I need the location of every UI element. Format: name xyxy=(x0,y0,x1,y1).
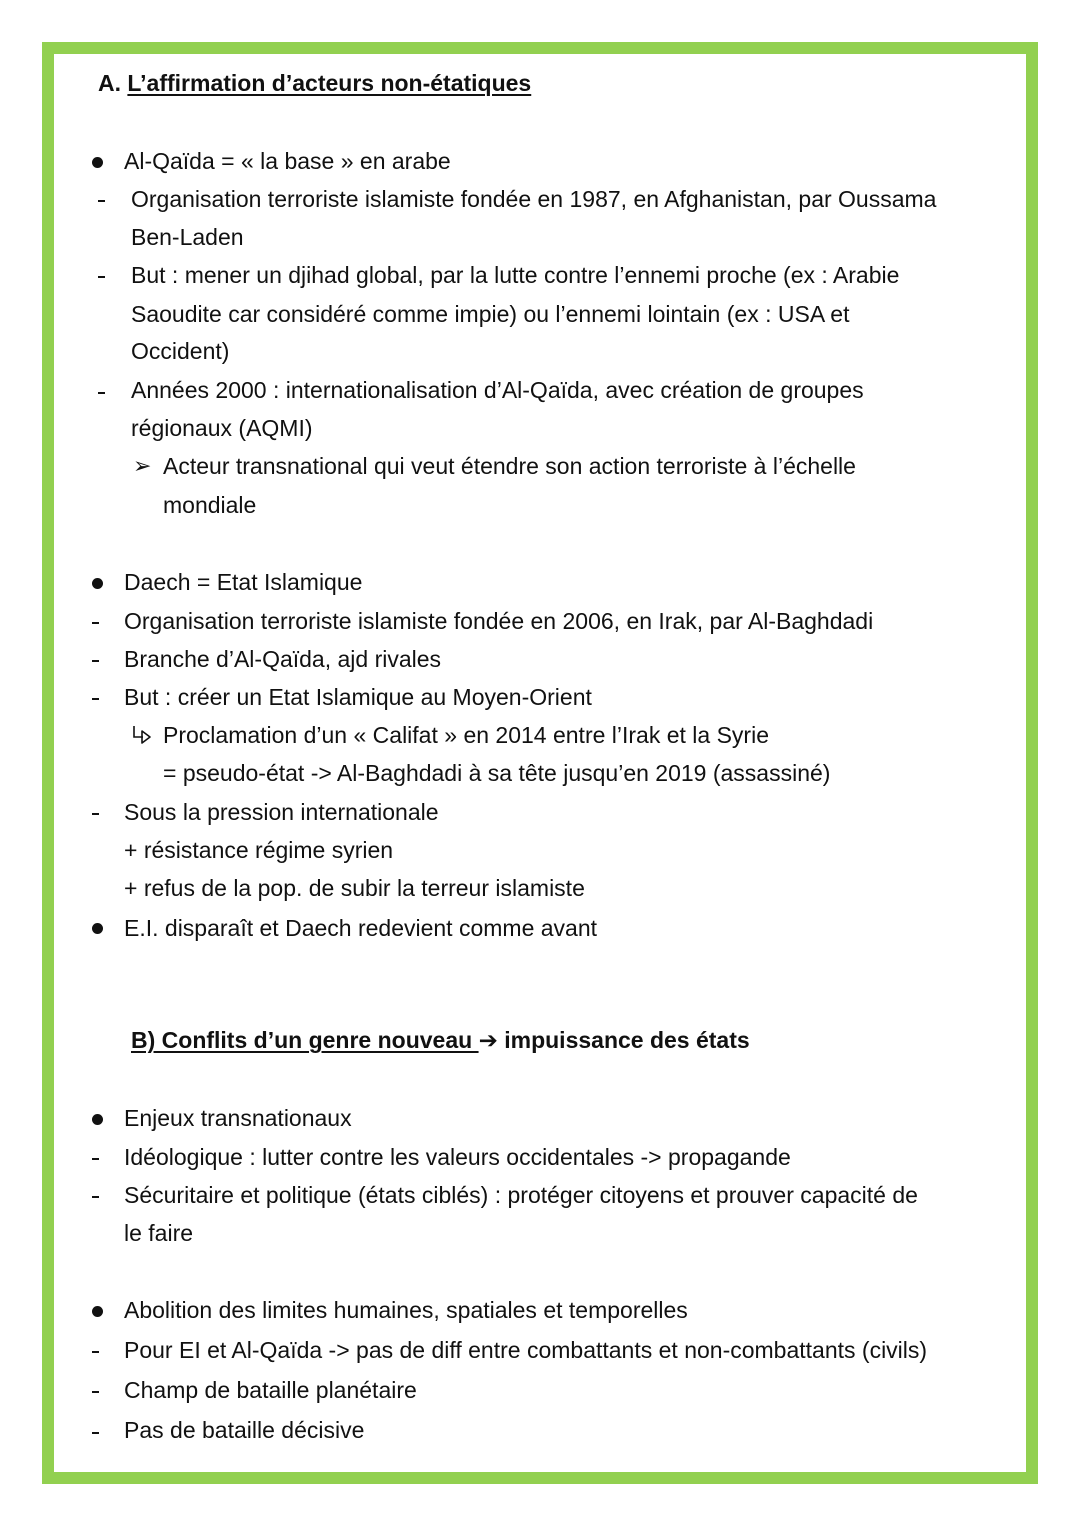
list-item: But : créer un Etat Islamique au Moyen-Orient xyxy=(124,684,592,710)
curved-arrow-icon xyxy=(130,724,154,748)
dash-icon xyxy=(92,1432,99,1434)
dash-icon xyxy=(98,276,105,278)
list-item: Branche d’Al-Qaïda, ajd rivales xyxy=(124,646,442,672)
dash-icon xyxy=(92,698,99,700)
dash-icon xyxy=(92,1351,99,1353)
section-b-title-suffix: impuissance des états xyxy=(504,1027,750,1053)
list-item: le faire xyxy=(124,1220,194,1246)
list-item: Idéologique : lutter contre les valeurs occidentales -> propagande xyxy=(124,1144,791,1170)
list-item: régionaux (AQMI) xyxy=(131,415,313,441)
alqaida-heading: Al-Qaïda = « la base » en arabe xyxy=(124,148,451,174)
bullet-icon xyxy=(92,1306,103,1317)
daech-consequence: Proclamation d’un « Califat » en 2014 entre l’Irak et la Syrie xyxy=(163,722,769,748)
section-a-title-text: L’affirmation d’acteurs non-étatiques xyxy=(127,70,532,96)
list-item: Sécuritaire et politique (états ciblés) : protéger citoyens et prouver capacité de xyxy=(124,1182,918,1208)
bullet-icon xyxy=(92,157,103,168)
dash-icon xyxy=(92,660,99,662)
daech-heading: Daech = Etat Islamique xyxy=(124,569,363,595)
dash-icon xyxy=(92,1158,99,1160)
dash-icon xyxy=(92,1196,99,1198)
alqaida-conclusion: Acteur transnational qui veut étendre son action terroriste à l’échelle xyxy=(163,453,856,479)
list-item: Pour EI et Al-Qaïda -> pas de diff entre combattants et non-combattants (civils) xyxy=(124,1337,928,1363)
section-a-letter: A. xyxy=(98,70,121,96)
bullet-icon xyxy=(92,923,103,934)
section-a-title xyxy=(98,69,531,97)
section-b-title xyxy=(131,1026,750,1054)
dash-icon xyxy=(98,200,105,202)
abolition-heading: Abolition des limites humaines, spatiales et temporelles xyxy=(124,1297,688,1323)
list-item: Sous la pression internationale xyxy=(124,799,439,825)
list-item: + résistance régime syrien xyxy=(124,837,394,863)
arrow-bullet-icon: ➢ xyxy=(133,453,152,478)
dash-icon xyxy=(92,622,99,624)
right-arrow-icon: ➔ xyxy=(478,1027,498,1053)
list-item: Occident) xyxy=(131,338,230,364)
bullet-icon xyxy=(92,578,103,589)
enjeux-heading: Enjeux transnationaux xyxy=(124,1105,352,1131)
bullet-icon xyxy=(92,1114,103,1125)
daech-end: E.I. disparaît et Daech redevient comme avant xyxy=(124,915,598,941)
list-item: Ben-Laden xyxy=(131,224,244,250)
list-item: Saoudite car considéré comme impie) ou l’ennemi lointain (ex : USA et xyxy=(131,301,850,327)
alqaida-conclusion: mondiale xyxy=(163,492,257,518)
dash-icon xyxy=(92,813,99,815)
list-item: Organisation terroriste islamiste fondée en 1987, en Afghanistan, par Oussama xyxy=(131,186,937,212)
list-item: But : mener un djihad global, par la lutte contre l’ennemi proche (ex : Arabie xyxy=(131,262,900,288)
list-item: Champ de bataille planétaire xyxy=(124,1377,417,1403)
list-item: Années 2000 : internationalisation d’Al-Qaïda, avec création de groupes xyxy=(131,377,864,403)
list-item: + refus de la pop. de subir la terreur islamiste xyxy=(124,875,585,901)
daech-consequence: = pseudo-état -> Al-Baghdadi à sa tête jusqu’en 2019 (assassiné) xyxy=(163,760,831,786)
dash-icon xyxy=(98,392,105,394)
dash-icon xyxy=(92,1391,99,1393)
list-item: Pas de bataille décisive xyxy=(124,1417,365,1443)
section-b-title-text: B) Conflits d’un genre nouveau xyxy=(131,1027,479,1053)
list-item: Organisation terroriste islamiste fondée en 2006, en Irak, par Al-Baghdadi xyxy=(124,608,874,634)
